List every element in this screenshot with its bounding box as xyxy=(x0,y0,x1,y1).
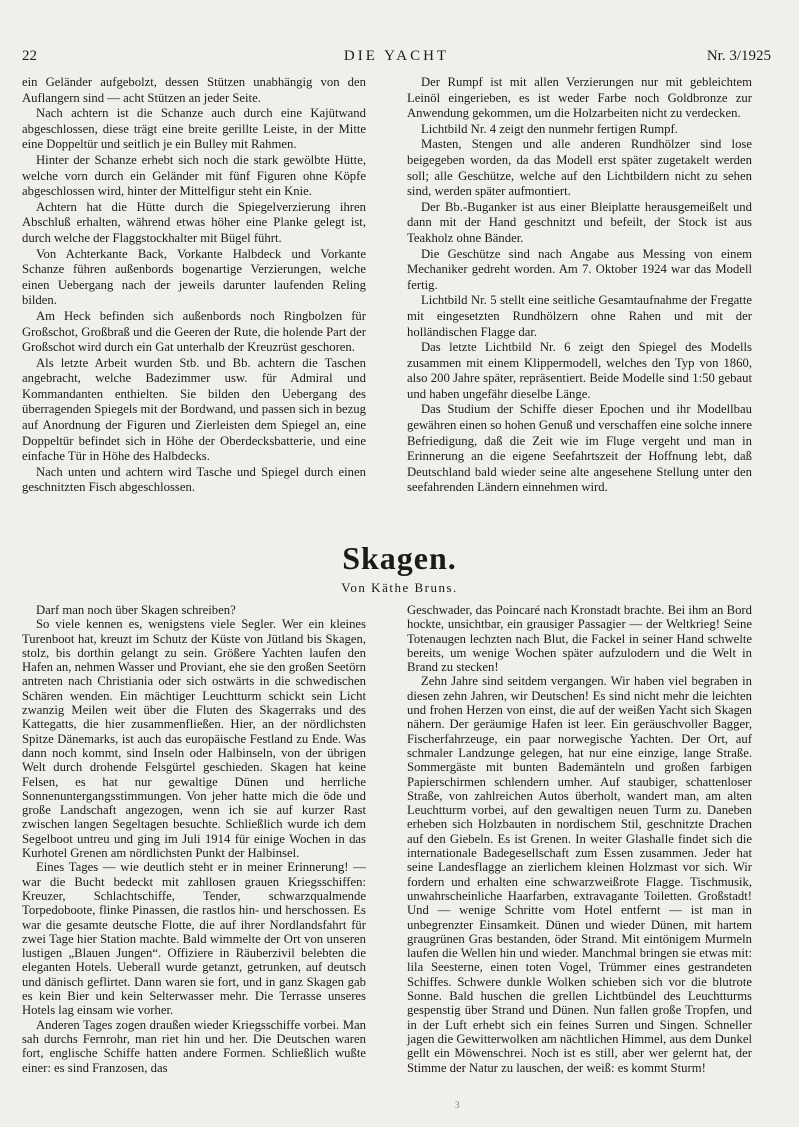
paragraph: Nach unten und achtern wird Tasche und Spiegel durch einen geschnitzten Fisch abgeschlossen. xyxy=(22,464,366,495)
paragraph: Der Bb.-Buganker ist aus einer Bleiplatte herausgemeißelt und dann mit der Hand geschnitzt und befeilt, der Stock ist aus Teakholz ohne Bänder. xyxy=(407,199,752,245)
paragraph: Die Geschütze sind nach Angabe aus Messing von einem Mechaniker gedreht worden. Am 7. Oktober 1924 war das Modell fertig. xyxy=(407,246,752,292)
page-header xyxy=(22,48,771,72)
paragraph: So viele kennen es, wenigstens viele Segler. Wer ein kleines Turenboot hat, kreuzt im Schutz der Küste von Jütland bis Skagen, stolz, bis dorthin gelangt zu sein. Größere Yachten laufen den Hafen an, nehmen Wasser und Proviant, ehe sie den großen Seetörn antreten nach Christiania oder sich ostwärts in die schwedischen Schären wenden. Ein mächtiger Leuchtturm schickt sein Licht zwanzig Meilen weit über die Fluten des Skagerraks und des Kattegatts, die hier zusammenfließen. Hier, an der nördlichsten Spitze Dänemarks, ist auch das europäische Festland zu Ende. Was dann noch kommt, sind Inseln oder Halbinseln, von der übrigen Welt durch drohende Felsgürtel geschieden. Skagen hat keine Felsen, es hat nur gewaltige Dünen und herrliche Sonnenuntergangsstimmungen. Von jeher hatte mich die öde und große Landschaft angezogen, wenn ich sie auf kurzer Rast zwischen langen Segeltagen besuchte. Schließlich wurde ich dem Segelboot untreu und ging im Juli 1914 für einige Wochen in das Kurhotel Grenen am nördlichsten Punkt der Halbinsel. xyxy=(22,617,366,861)
folio-mark: 3 xyxy=(455,1100,460,1110)
paragraph: Das Studium der Schiffe dieser Epochen und ihr Modellbau gewähren einen so hohen Genuß und verschaffen eine solche innere Befriedigung, daß die Zeit wie im Fluge vergeht und man in Erinnerung an die eigene Seefahrtszeit der Hoffnung lebt, daß Deutschland bald wieder seine alte angesehene Stellung unter den seefahrenden Ländern einnehmen wird. xyxy=(407,402,752,495)
page-number: 22 xyxy=(22,48,37,64)
article-author: Von Käthe Bruns. xyxy=(341,580,458,595)
column-top-right xyxy=(407,75,752,496)
publication-title: DIE YACHT xyxy=(343,48,450,64)
paragraph: Das letzte Lichtbild Nr. 6 zeigt den Spiegel des Modells zusammen mit einem Klippermodell, welches den Typ von 1860, also 200 Jahre später, repräsentiert. Beide Modelle sind 1:50 gebaut und haben ungefähr dieselbe Länge. xyxy=(407,340,752,401)
column-bottom-left xyxy=(22,603,366,1075)
column-bottom-right xyxy=(407,603,752,1075)
paragraph: Masten, Stengen und alle anderen Rundhölzer sind lose beigegeben worden, da das Modell erst später zugetakelt werden soll; alle Geschütze, welche auf den Lichtbildern nicht zu sehen sind, werden später aufmontiert. xyxy=(407,137,752,199)
paragraph: Hinter der Schanze erhebt sich noch die stark gewölbte Hütte, welche vorn durch ein Geländer mit fünf Figuren ohne Köpfe abgeschlossen wird, hinter der Mittelfigur steht ein Knie. xyxy=(22,152,366,199)
paragraph: Eines Tages — wie deutlich steht er in meiner Erinnerung! — war die Bucht bedeckt mit zahllosen grauen Kriegsschiffen: Kreuzer, Schlachtschiffe, Tender, schwarzqualmende Torpedoboote, flinke Pinassen, die rastlos hin- und herschossen. Es war die gesamte deutsche Flotte, die auf ihrer Nordlandsfahrt für zwei Tage hier Station machte. Bald wimmelte der Ort von unseren lustigen „Blauen Jungen“. Offiziere in Räuberzivil belebten die eleganten Hotels. Ueberall wurde getanzt, getrunken, auf deutsch und dänisch geflirtet. Dann waren sie fort, und in ganz Skagen gab es kein Bier und kein Selterwasser mehr. Die Terrasse unseres Hotels lag einsam wie vorher. xyxy=(22,860,366,1018)
paragraph: Geschwader, das Poincaré nach Kronstadt brachte. Bei ihm an Bord hockte, unsichtbar, ein grausiger Passagier — der Weltkrieg! Seine Totenaugen lechzten nach Blut, die Fackel in seiner Hand schwelte bereits, um wenige Wochen später aufzulodern und die Welt in Brand zu stecken! xyxy=(407,603,752,675)
paragraph: Lichtbild Nr. 4 zeigt den nunmehr fertigen Rumpf. xyxy=(421,121,678,136)
paragraph: Darf man noch über Skagen schreiben? xyxy=(36,603,236,617)
paragraph: ein Geländer aufgebolzt, dessen Stützen unabhängig von den Auflangern sind — acht Stützen an jeder Seite. xyxy=(22,75,366,105)
paragraph: Als letzte Arbeit wurden Stb. und Bb. achtern die Taschen angebracht, welche Badezimmer usw. für Admiral und Kommandanten enthielten. Sie bilden den Uebergang des überragenden Spiegels mit der Bordwand, und passen sich in bezug auf Anordnung der Figuren und Zierleisten dem Spiegel an, eine Doppeltür befindet sich in Höhe der Oberdecksbatterie, und eine einfache Tür in Höhe des Halbdecks. xyxy=(22,355,366,464)
paragraph: Zehn Jahre sind seitdem vergangen. Wir haben viel begraben in diesen zehn Jahren, wir Deutschen! Es sind nicht mehr die leichten und frohen Herzen von einst, die auf der weißen Yacht sich Skagen nähern. Der geräumige Hafen ist leer. Ein geräuschvoller Bagger, Fischerfahrzeuge, ein paar norwegische Yachten. Der Ort, auf schmaler Landzunge gelegen, hat nur eine einzige, lange Straße. Sommergäste mit bunten Bademänteln und großen farbigen Papierschirmen schlendern umher. Auf staubiger, schattenloser Straße, von zahlreichen Autos überholt, wandert man, am alten Leuchtturm vorbei, auf den gewaltigen neuen Turm zu. Daneben erheben sich Holzbauten in nordischem Stil, geschnitzte Drachen auf den Giebeln. Es ist Grenen. In weiter Glashalle findet sich die internationale Badegesellschaft zum Essen zusammen. Jeder hat seine Landesflagge an zierlichem kleinen Holzmast vor sich. Wir fordern und erhalten eine schwarzweißrote Flagge. Tischmusik, unwahrscheinliche Haarfarben, extravagante Toiletten. Großstadt! Und — wenige Schritte vom Hotel entfernt — ist man in unbegrenzter Einsamkeit. Dünen und wieder Dünen, mit hartem graugrünen Gras bestanden, öder Strand. Mit eintönigem Murmeln laufen die Wellen hin und wieder. Manchmal bringen sie etwas mit: lila Seesterne, einen toten Vogel, Trümmer eines gestrandeten Schiffes. Schwere dunkle Wolken schieben sich vor die blutrote Sonne. Bald huschen die grellen Lichtbündel des Leuchtturms gespenstig über Strand und Dünen. Nun fallen große Tropfen, und in der Luft erhebt sich ein feines Surren und Singen. Schneller jagen die Gewitterwolken am nächtlichen Himmel, aus dem Dunkel gellt ein Möwenschrei. Noch ist es still, aber wer gelernt hat, der Stimme der Natur zu lauschen, der weiß: es kommt Sturm! xyxy=(407,674,752,1075)
paragraph: Von Achterkante Back, Vorkante Halbdeck und Vorkante Schanze führen außenbords bogenartige Verzierungen, welche einen Uebergang nach der jeweils darunter laufenden Reling bilden. xyxy=(22,246,366,308)
paragraph: Der Rumpf ist mit allen Verzierungen nur mit gebleichtem Leinöl eingerieben, es ist weder Farbe noch Goldbronze zur Anwendung gekommen, um die Holzarbeiten nicht zu verdecken. xyxy=(407,75,752,121)
issue-number: Nr. 3/1925 xyxy=(706,48,771,64)
paragraph: Nach achtern ist die Schanze auch durch eine Kajütwand abgeschlossen, diese trägt eine breite gerillte Leiste, in der Mitte eine Doppeltür und seitlich je ein Bulley mit Rahmen. xyxy=(22,106,366,152)
paragraph: Achtern hat die Hütte durch die Spiegelverzierung ihren Abschluß erhalten, während etwas höher eine Planke gelegt ist, durch welche der Flaggstockhalter mit Bügel führt. xyxy=(22,199,366,245)
paragraph: Anderen Tages zogen draußen wieder Kriegsschiffe vorbei. Man sah durchs Fernrohr, man riet hin und her. Die Deutschen waren fort, englische Schiffe hatten andere Formen. Schließlich wußte einer: es sind Franzosen, das xyxy=(22,1017,366,1075)
column-top-left xyxy=(22,75,366,496)
article-title: Skagen. xyxy=(342,540,457,576)
paragraph: Am Heck befinden sich außenbords noch Ringbolzen für Großschot, Großbraß und die Geeren der Rute, die holende Part der Großschot wird durch ein Gat unterhalb der Kreuzrüst geschoren. xyxy=(22,308,366,355)
paragraph: Lichtbild Nr. 5 stellt eine seitliche Gesamtaufnahme der Fregatte mit eingesetzten Rundhölzern ohne Rahen und mit der holländischen Flagge dar. xyxy=(407,293,752,339)
